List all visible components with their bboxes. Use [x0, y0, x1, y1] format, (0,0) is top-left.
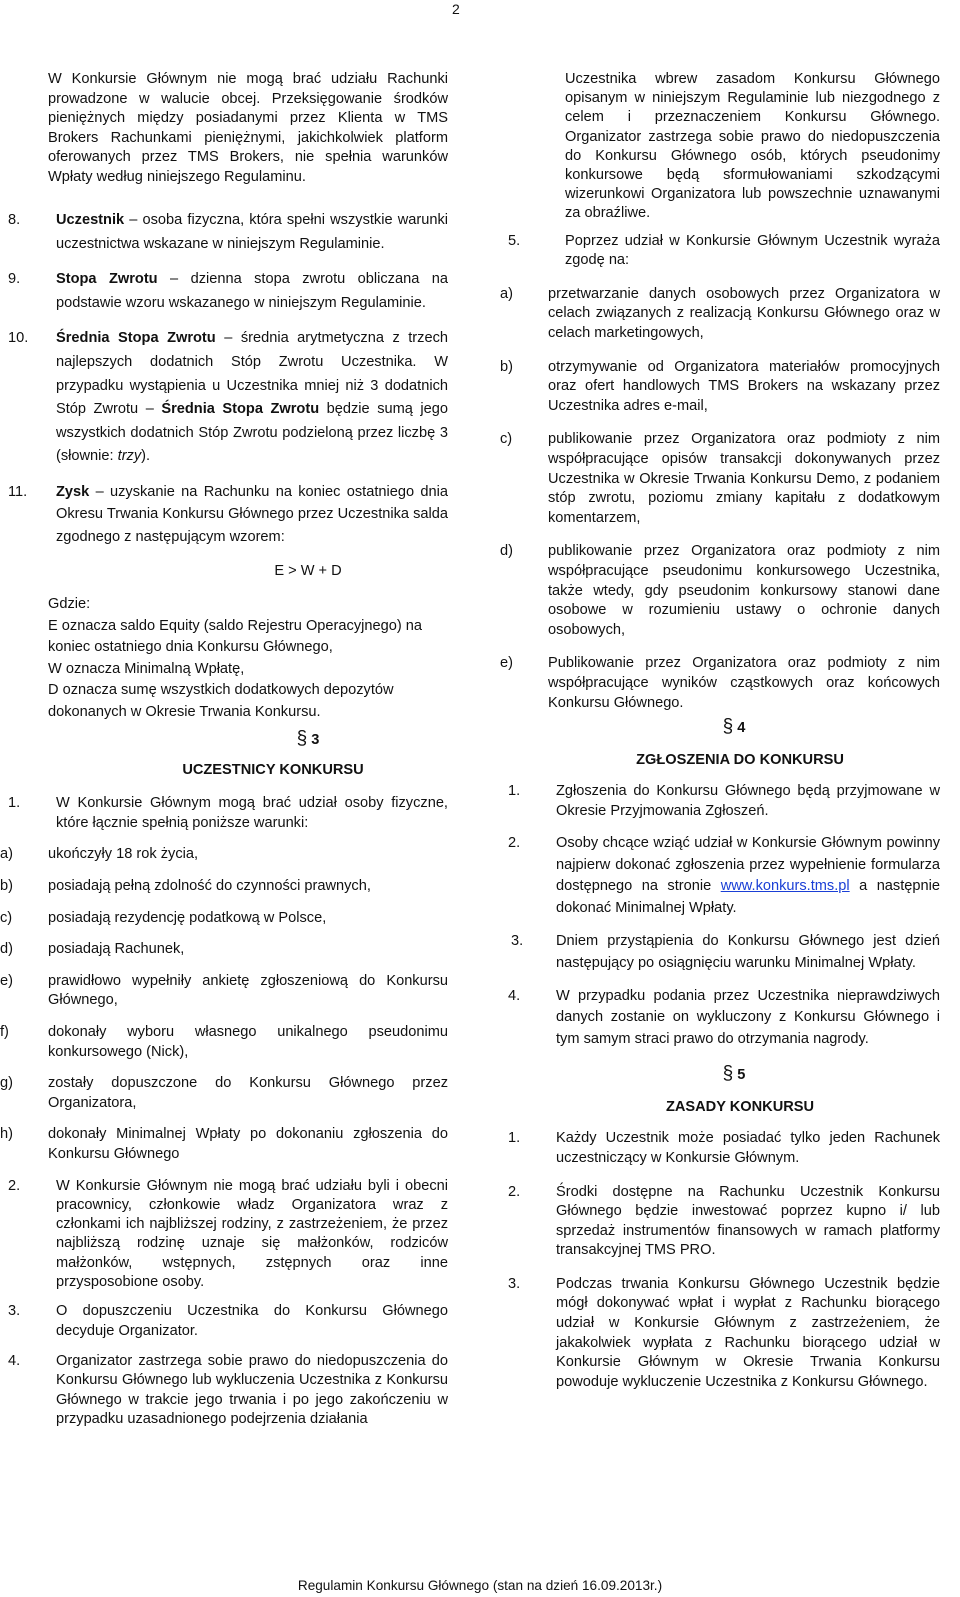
- definition-10: [8, 327, 448, 469]
- condition-item: [0, 1074, 448, 1113]
- item-letter: g): [0, 1075, 13, 1092]
- rule-text: W Konkursie Głównym mogą brać udział osoby fizyczne, które łącznie spełnią poniższe warunki:: [56, 795, 448, 831]
- section-4-title: ZGŁOSZENIA DO KONKURSU: [636, 751, 844, 768]
- conditions-list: [0, 845, 448, 1164]
- item-number: 2.: [508, 1183, 521, 1200]
- condition-item: [0, 877, 448, 897]
- term: Średnia Stopa Zwrotu: [161, 401, 320, 418]
- definition-text: będzie sumą jego wszystkich dodatnich Stóp Zwrotu podzieloną przez liczbę 3 (słownie:: [56, 401, 449, 465]
- condition-item: [0, 1023, 448, 1062]
- condition-item: [0, 972, 448, 1011]
- rule-3-5: [508, 232, 940, 271]
- rule-text: Zgłoszenia do Konkursu Głównego będą przyjmowane w Okresie Przyjmowania Zgłoszeń.: [556, 783, 940, 819]
- item-text: ukończyły 18 rok życia,: [48, 846, 199, 863]
- rule-text: W Konkursie Głównym nie mogą brać udziału byli i obecni pracownicy, członkowie władz Organizatora wraz z członkami ich najbliższej rodziny, z zastrzeżeniem, że przez najbliższą rodzinę uznaje się małżonków, rodziców małżonków, wstępnych, zstępnych oraz inne przysposobione osoby.: [56, 1177, 448, 1291]
- definition-11: [8, 481, 448, 549]
- formula: E > W + D: [274, 563, 342, 580]
- item-number: 3.: [8, 1303, 21, 1320]
- item-number: 1.: [8, 795, 21, 812]
- section-5-title: ZASADY KONKURSU: [665, 1098, 815, 1115]
- section-sign: §: [722, 1063, 734, 1085]
- website-link[interactable]: www.konkurs.tms.pl: [720, 878, 850, 895]
- term: Zysk: [56, 483, 90, 500]
- rule-text: Środki dostępne na Rachunku Uczestnik Konkursu Głównego będzie inwestować poprzez kupno i/ lub sprzedaż instrumentów finansowych w ramach platformy transakcyjnej TMS PRO.: [556, 1183, 940, 1259]
- page-number: 2: [452, 1, 460, 17]
- formula-legend: [48, 594, 448, 723]
- legend-w: W oznacza Minimalną Wpłatę,: [48, 660, 245, 677]
- consent-item: [500, 654, 940, 713]
- definition-text: – uzyskanie na Rachunku na koniec ostatniego dnia Okresu Trwania Konkursu Głównego przez Uczestnika salda zgodnego z następującym wzorem:: [56, 483, 448, 545]
- consent-item: [500, 358, 940, 417]
- item-number: 2.: [8, 1177, 21, 1194]
- rule-text: Podczas trwania Konkursu Głównego Uczestnik będzie mógł dokonywać wpłat i wypłat z Rachunku biorącego udział w Konkursie Głównym z zastrzeżeniem, że jakakolwiek wypłata z Rachunku biorącego udział w Konkursie Głównym w Okresie Trwania Konkursu powoduje wykluczenie Uczestnika z Konkursu Głównego.: [556, 1275, 940, 1390]
- consents-list: [500, 285, 940, 713]
- section-sign: §: [296, 728, 308, 750]
- item-number: 4.: [508, 987, 521, 1004]
- definition-text: – średnia arytmetyczna z trzech najlepszych dodatnich Stóp Zwrotu Uczestnika. W przypadku wystąpienia u Uczestnika mniej niż 3 dodatnich Stóp Zwrotu –: [56, 330, 448, 418]
- rule-3-1: [8, 794, 448, 833]
- condition-item: [0, 909, 448, 929]
- item-number: 3.: [508, 1275, 521, 1292]
- item-letter: d): [500, 543, 513, 560]
- definition-italic: trzy: [117, 448, 142, 465]
- item-letter: h): [0, 1126, 13, 1143]
- item-letter: a): [0, 846, 13, 863]
- item-text: dokonały Minimalnej Wpłaty po dokonaniu zgłoszenia do Konkursu Głównego: [48, 1126, 448, 1162]
- consent-item: [500, 430, 940, 528]
- definition-text: – dzienna stopa zwrotu obliczana na podstawie wzoru wskazanego w niniejszym Regulaminie.: [56, 271, 448, 311]
- rule-4-1: [508, 782, 940, 821]
- section-4-heading: [508, 717, 940, 739]
- definition-text: ).: [141, 448, 151, 465]
- rule-text: W przypadku podania przez Uczestnika nieprawdziwych danych zostanie on wykluczony z Konkursu Głównego i tym samym straci prawo do otrzymania nagrody.: [556, 987, 940, 1047]
- rule-text: Organizator zastrzega sobie prawo do niedopuszczenia do Konkursu Głównego lub wykluczenia Uczestnika z Konkursu Głównego w trakcie jego trwania i po jego zakończeniu w przypadku uzasadnionego podejrzenia działania: [56, 1352, 448, 1428]
- condition-item: [0, 940, 448, 960]
- section-number: 3: [311, 732, 320, 749]
- term: Stopa Zwrotu: [56, 271, 158, 288]
- rule-5-3: [508, 1275, 940, 1393]
- legend-e: E oznacza saldo Equity (saldo Rejestru Operacyjnego) na koniec ostatniego dnia Konkursu Głównego,: [48, 617, 422, 656]
- item-letter: c): [500, 431, 513, 448]
- legend-label: Gdzie:: [48, 596, 91, 613]
- rule-4-4: [508, 986, 940, 1050]
- legend-d: D oznacza sumę wszystkich dodatkowych depozytów dokonanych w Okresie Trwania Konkursu.: [48, 682, 394, 720]
- item-text: publikowanie przez Organizatora oraz podmioty z nim współpracujące pseudonimu konkursowego Uczestnika, także wtedy, gdy pseudonim konkursowy stanowi dane osobowe w rozumieniu ustawy o ochronie danych osobowych,: [548, 543, 940, 638]
- section-number: 4: [737, 720, 746, 737]
- rule-text: Każdy Uczestnik może posiadać tylko jeden Rachunek uczestniczący w Konkursie Głównym.: [556, 1130, 940, 1166]
- item-number: 9.: [8, 271, 21, 288]
- item-number: 3.: [511, 933, 524, 950]
- item-number: 1.: [508, 783, 521, 800]
- rule-3-3: [8, 1302, 448, 1341]
- definition-8: [8, 209, 448, 256]
- item-letter: d): [0, 941, 13, 958]
- left-column: [0, 70, 449, 1430]
- section-5-heading: [508, 1064, 940, 1086]
- item-letter: f): [0, 1023, 9, 1040]
- item-text: Publikowanie przez Organizatora oraz podmioty z nim współpracujące wyników cząstkowych oraz końcowych Konkursu Głównego.: [548, 655, 940, 711]
- item-text: zostały dopuszczone do Konkursu Głównego przez Organizatora,: [48, 1075, 448, 1111]
- item-text: otrzymywanie od Organizatora materiałów promocyjnych oraz ofert handlowych TMS Brokers na wskazany przez Uczestnika adres e-mail,: [548, 358, 940, 414]
- section-number: 5: [737, 1067, 746, 1084]
- rule-text: Osoby chcące wziąć udział w Konkursie Głównym powinny najpierw dokonać zgłoszenia przez wypełnienie formularza dostępnego na stronie: [556, 835, 940, 895]
- definition-9: [8, 268, 448, 315]
- right-column: [500, 70, 940, 1392]
- item-text: prawidłowo wypełniły ankietę zgłoszeniową do Konkursu Głównego,: [48, 972, 448, 1009]
- item-number: 11.: [8, 483, 28, 500]
- rule-text: a następnie dokonać Minimalnej Wpłaty.: [556, 878, 940, 916]
- intro-paragraph: W Konkursie Głównym nie mogą brać udziału Rachunki prowadzone w walucie obcej. Przeksięgowanie środków pieniężnych między posiadanymi przez Klienta w TMS Brokers Rachunkami pieniężnymi, jakichkolwiek platform oferowanych przez TMS Brokers, nie spełnia warunków Wpłaty według niniejszego Regulaminu.: [48, 71, 448, 185]
- item-letter: b): [0, 878, 13, 894]
- item-letter: b): [500, 358, 513, 375]
- item-number: 8.: [8, 212, 21, 228]
- item-number: 4.: [8, 1352, 21, 1369]
- item-number: 2.: [508, 835, 521, 852]
- item-text: publikowanie przez Organizatora oraz podmioty z nim współpracujące opisów transakcji dokonywanych przez Uczestnika w Okresie Trwania Konkursu Demo, z podaniem stóp zwrotu, poziomu zmiany kapitału z dodatkowym komentarzem,: [548, 431, 940, 526]
- rule-4-3: [508, 931, 940, 974]
- item-text: dokonały wyboru własnego unikalnego pseudonimu konkursowego (Nick),: [48, 1023, 448, 1060]
- continued-paragraph: Uczestnika wbrew zasadom Konkursu Głównego opisanym w niniejszym Regulaminie lub niezgodnego z celem i przeznaczeniem Konkursu Głównego. Organizator zastrzega sobie prawo do niedopuszczenia do Konkursu Głównego osób, których pseudonimy konkursowe będą sformułowaniami szkodzącymi wizerunkowi Organizatora lub powszechnie uznawanymi za obraźliwe.: [565, 71, 940, 222]
- term: Uczestnik: [56, 212, 125, 228]
- condition-item: [0, 1125, 448, 1164]
- rule-text: O dopuszczeniu Uczestnika do Konkursu Głównego decyduje Organizator.: [56, 1303, 448, 1339]
- rule-5-1: [508, 1129, 940, 1168]
- section-3-title: UCZESTNICY KONKURSU: [182, 761, 364, 778]
- item-number: 10.: [8, 330, 29, 347]
- rule-4-2: [508, 833, 940, 919]
- item-text: posiadają rezydencję podatkową w Polsce,: [48, 909, 327, 926]
- item-text: posiadają pełną zdolność do czynności prawnych,: [48, 878, 371, 894]
- item-text: przetwarzanie danych osobowych przez Organizatora w celach związanych z realizacją Konkursu Głównego oraz w celach marketingowych,: [548, 285, 940, 341]
- item-number: 1.: [508, 1130, 521, 1147]
- item-number: 5.: [508, 232, 521, 249]
- item-letter: e): [500, 655, 513, 672]
- consent-item: [500, 542, 940, 640]
- rule-text: Dniem przystąpienia do Konkursu Głównego jest dzień następujący po osiągnięciu warunku Minimalnej Wpłaty.: [556, 933, 940, 971]
- page-footer: Regulamin Konkursu Głównego (stan na dzień 16.09.2013r.): [297, 1578, 663, 1593]
- term: Średnia Stopa Zwrotu: [56, 330, 216, 347]
- consent-item: [500, 285, 940, 344]
- section-3-heading: [48, 729, 448, 751]
- condition-item: [0, 845, 448, 865]
- item-letter: c): [0, 909, 13, 926]
- rule-3-4: [8, 1352, 448, 1430]
- rule-3-2: [8, 1177, 448, 1293]
- definition-text: – osoba fizyczna, która spełni wszystkie warunki uczestnictwa wskazane w niniejszym Regulaminie.: [56, 212, 448, 252]
- item-text: posiadają Rachunek,: [48, 941, 185, 958]
- item-letter: e): [0, 972, 13, 989]
- section-sign: §: [722, 716, 734, 738]
- rule-5-2: [508, 1183, 940, 1261]
- item-letter: a): [500, 285, 513, 302]
- rule-text: Poprzez udział w Konkursie Głównym Uczestnik wyraża zgodę na:: [565, 232, 940, 269]
